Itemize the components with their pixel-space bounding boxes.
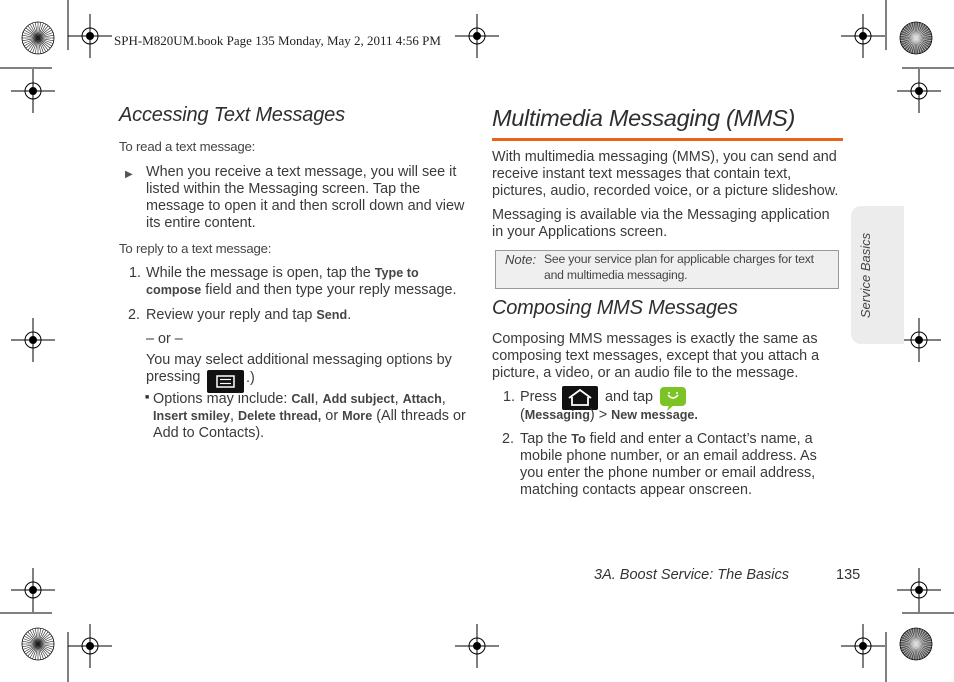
and-tap-label: and tap — [605, 389, 654, 405]
send-label: Send — [316, 308, 348, 322]
new-message-label: New message — [611, 408, 695, 422]
registration-mark-icon — [68, 14, 112, 58]
step-number: 1. — [503, 389, 516, 405]
registration-mark-icon — [897, 69, 941, 113]
registration-mark-icon — [68, 624, 112, 668]
bullet-text: When you receive a text message, you will see it listed within the Messaging screen. Tap the message to open it and then scroll down and view its entire content. — [146, 164, 465, 231]
section-heading: Accessing Text Messages — [119, 104, 345, 126]
read-intro: To read a text message: — [119, 139, 256, 154]
registration-mark-icon — [11, 318, 55, 362]
note-label: Note: — [505, 252, 537, 267]
mms-paragraph: With multimedia messaging (MMS), you can send and receive instant text messages that contain text, pictures, audio, recorded voice, or a picture slideshow. — [492, 149, 839, 199]
color-bar-icon — [22, 628, 54, 660]
or-separator: – or – — [146, 331, 183, 347]
print-header: SPH-M820UM.book Page 135 Monday, May 2, 2011 4:56 PM — [114, 33, 441, 48]
registration-mark-icon — [455, 14, 499, 58]
side-tab-label-wrap — [851, 206, 881, 344]
step-number: 2. — [128, 307, 141, 323]
footer-section: 3A. Boost Service: The Basics — [594, 567, 790, 583]
step-2-text: Tap the To field and enter a Contact’s name, a mobile phone number, or an email address. As you enter the phone number or email address, matching contacts appear onscreen. — [520, 431, 817, 498]
step-2-text: Review your reply and tap Send. — [146, 307, 352, 323]
step-number: 2. — [502, 431, 515, 447]
page-number: 135 — [836, 567, 861, 583]
to-field-label: To — [571, 432, 586, 446]
options-text: Options may include: Call, Add subject, Attach, Insert smiley, Delete thread, or More (All threads or Add to Contacts). — [153, 391, 466, 441]
bullet-arrow-icon: ▶ — [125, 169, 133, 180]
color-bar-icon — [900, 628, 932, 660]
registration-mark-icon — [455, 624, 499, 668]
registration-mark-icon — [11, 69, 55, 113]
messaging-path: (Messaging) > New message. — [520, 407, 698, 423]
subheading: Composing MMS Messages — [492, 297, 738, 319]
reply-intro: To reply to a text message: — [119, 241, 272, 256]
registration-mark-icon — [841, 14, 885, 58]
availability-paragraph: Messaging is available via the Messaging application in your Applications screen. — [492, 207, 830, 240]
menu-close-paren: .) — [246, 370, 255, 386]
type-to-compose-label: Type to compose — [146, 266, 419, 297]
composing-paragraph: Composing MMS messages is exactly the same as composing text messages, except that you attach a picture, a video, or an audio file to the message. — [492, 331, 820, 381]
color-bar-icon — [22, 22, 54, 54]
title-rule — [492, 138, 843, 141]
step-number: 1. — [129, 265, 142, 281]
menu-key-icon — [207, 370, 244, 393]
note-text: See your service plan for applicable charges for text and multimedia messaging. — [544, 252, 814, 282]
page-title: Multimedia Messaging (MMS) — [492, 105, 796, 131]
side-tab-label: Service Basics — [858, 232, 874, 318]
menu-options-text: You may select additional messaging options by pressing — [146, 352, 452, 385]
registration-mark-icon — [11, 568, 55, 612]
press-label: Press — [520, 389, 557, 405]
registration-mark-icon — [897, 568, 941, 612]
square-bullet-icon: ■ — [145, 394, 150, 401]
color-bar-icon — [900, 22, 932, 54]
messaging-label: Messaging — [524, 408, 590, 422]
step-1-text: While the message is open, tap the Type to compose field and then type your reply message. — [146, 265, 457, 298]
registration-mark-icon — [841, 624, 885, 668]
